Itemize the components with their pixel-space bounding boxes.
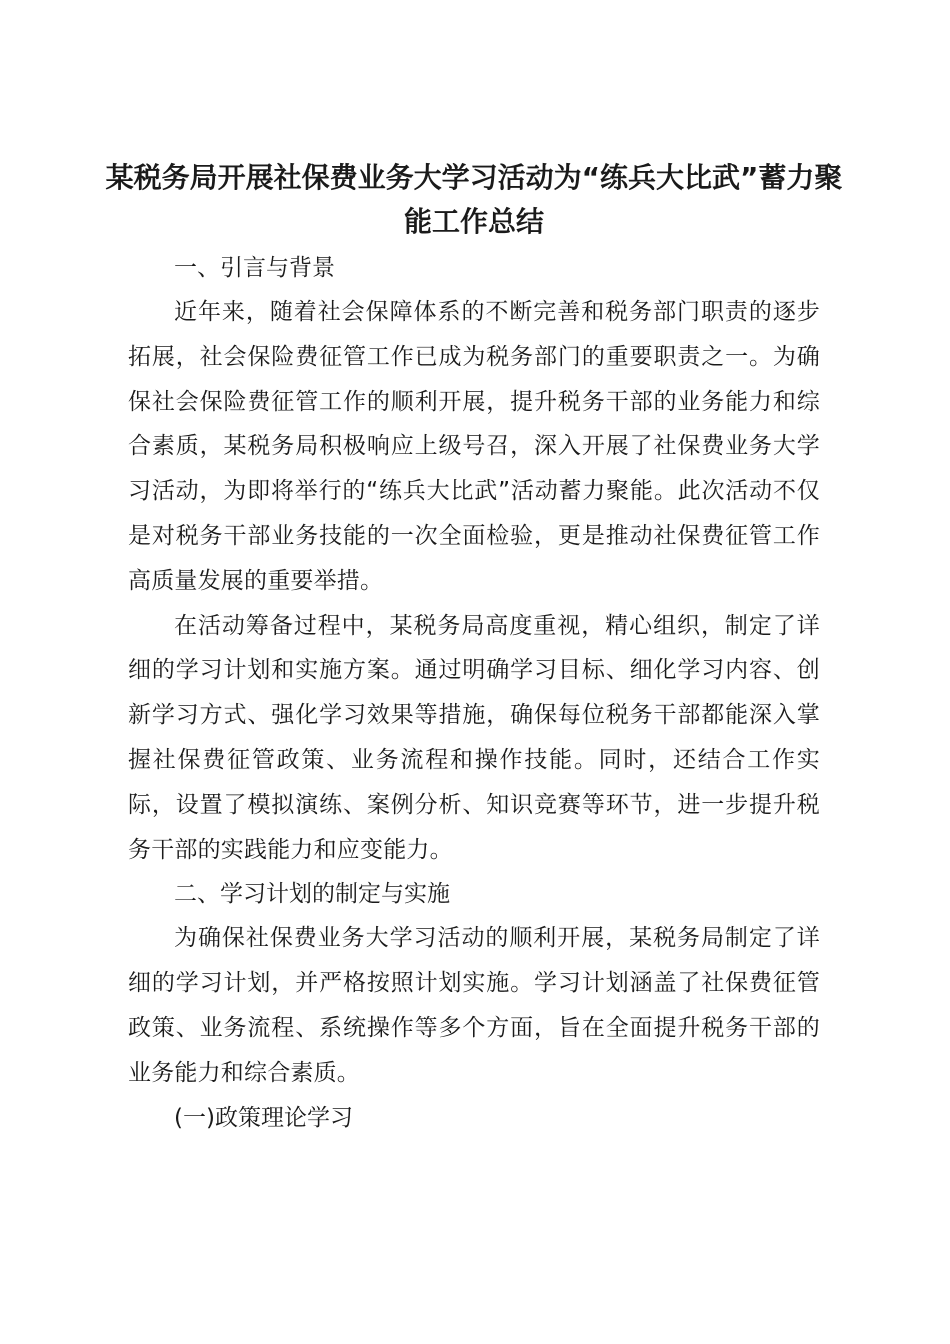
paragraph-background: 近年来，随着社会保障体系的不断完善和税务部门职责的逐步拓展，社会保险费征管工作已成为税务部门的重要职责之一。为确保社会保险费征管工作的顺利开展，提升税务干部的业务能力和综合素质，某税务局积极响应上级号召，深入开展了社保费业务大学习活动，为即将举行的“练兵大比武”活动蓄力聚能。此次活动不仅是对税务干部业务技能的一次全面检验，更是推动社保费征管工作高质量发展的重要举措。: [128, 299, 820, 594]
section-heading-plan: 二、学习计划的制定与实施: [174, 881, 450, 908]
paragraph-plan: 为确保社保费业务大学习活动的顺利开展，某税务局制定了详细的学习计划，并严格按照计划实施。学习计划涵盖了社保费征管政策、业务流程、系统操作等多个方面，旨在全面提升税务干部的业务能力和综合素质。: [128, 925, 820, 1086]
document-body: [105, 156, 843, 1140]
paragraph-preparation: 在活动筹备过程中，某税务局高度重视，精心组织，制定了详细的学习计划和实施方案。通过明确学习目标、细化学习内容、创新学习方式、强化学习效果等措施，确保每位税务干部都能深入掌握社保费征管政策、业务流程和操作技能。同时，还结合工作实际，设置了模拟演练、案例分析、知识竞赛等环节，进一步提升税务干部的实践能力和应变能力。: [128, 612, 820, 863]
document-title: 某税务局开展社保费业务大学习活动为“练兵大比武”蓄力聚能工作总结: [105, 161, 843, 238]
section-heading-intro: 一、引言与背景: [174, 255, 335, 281]
subsection-heading-policy: (一)政策理论学习: [174, 1104, 353, 1131]
